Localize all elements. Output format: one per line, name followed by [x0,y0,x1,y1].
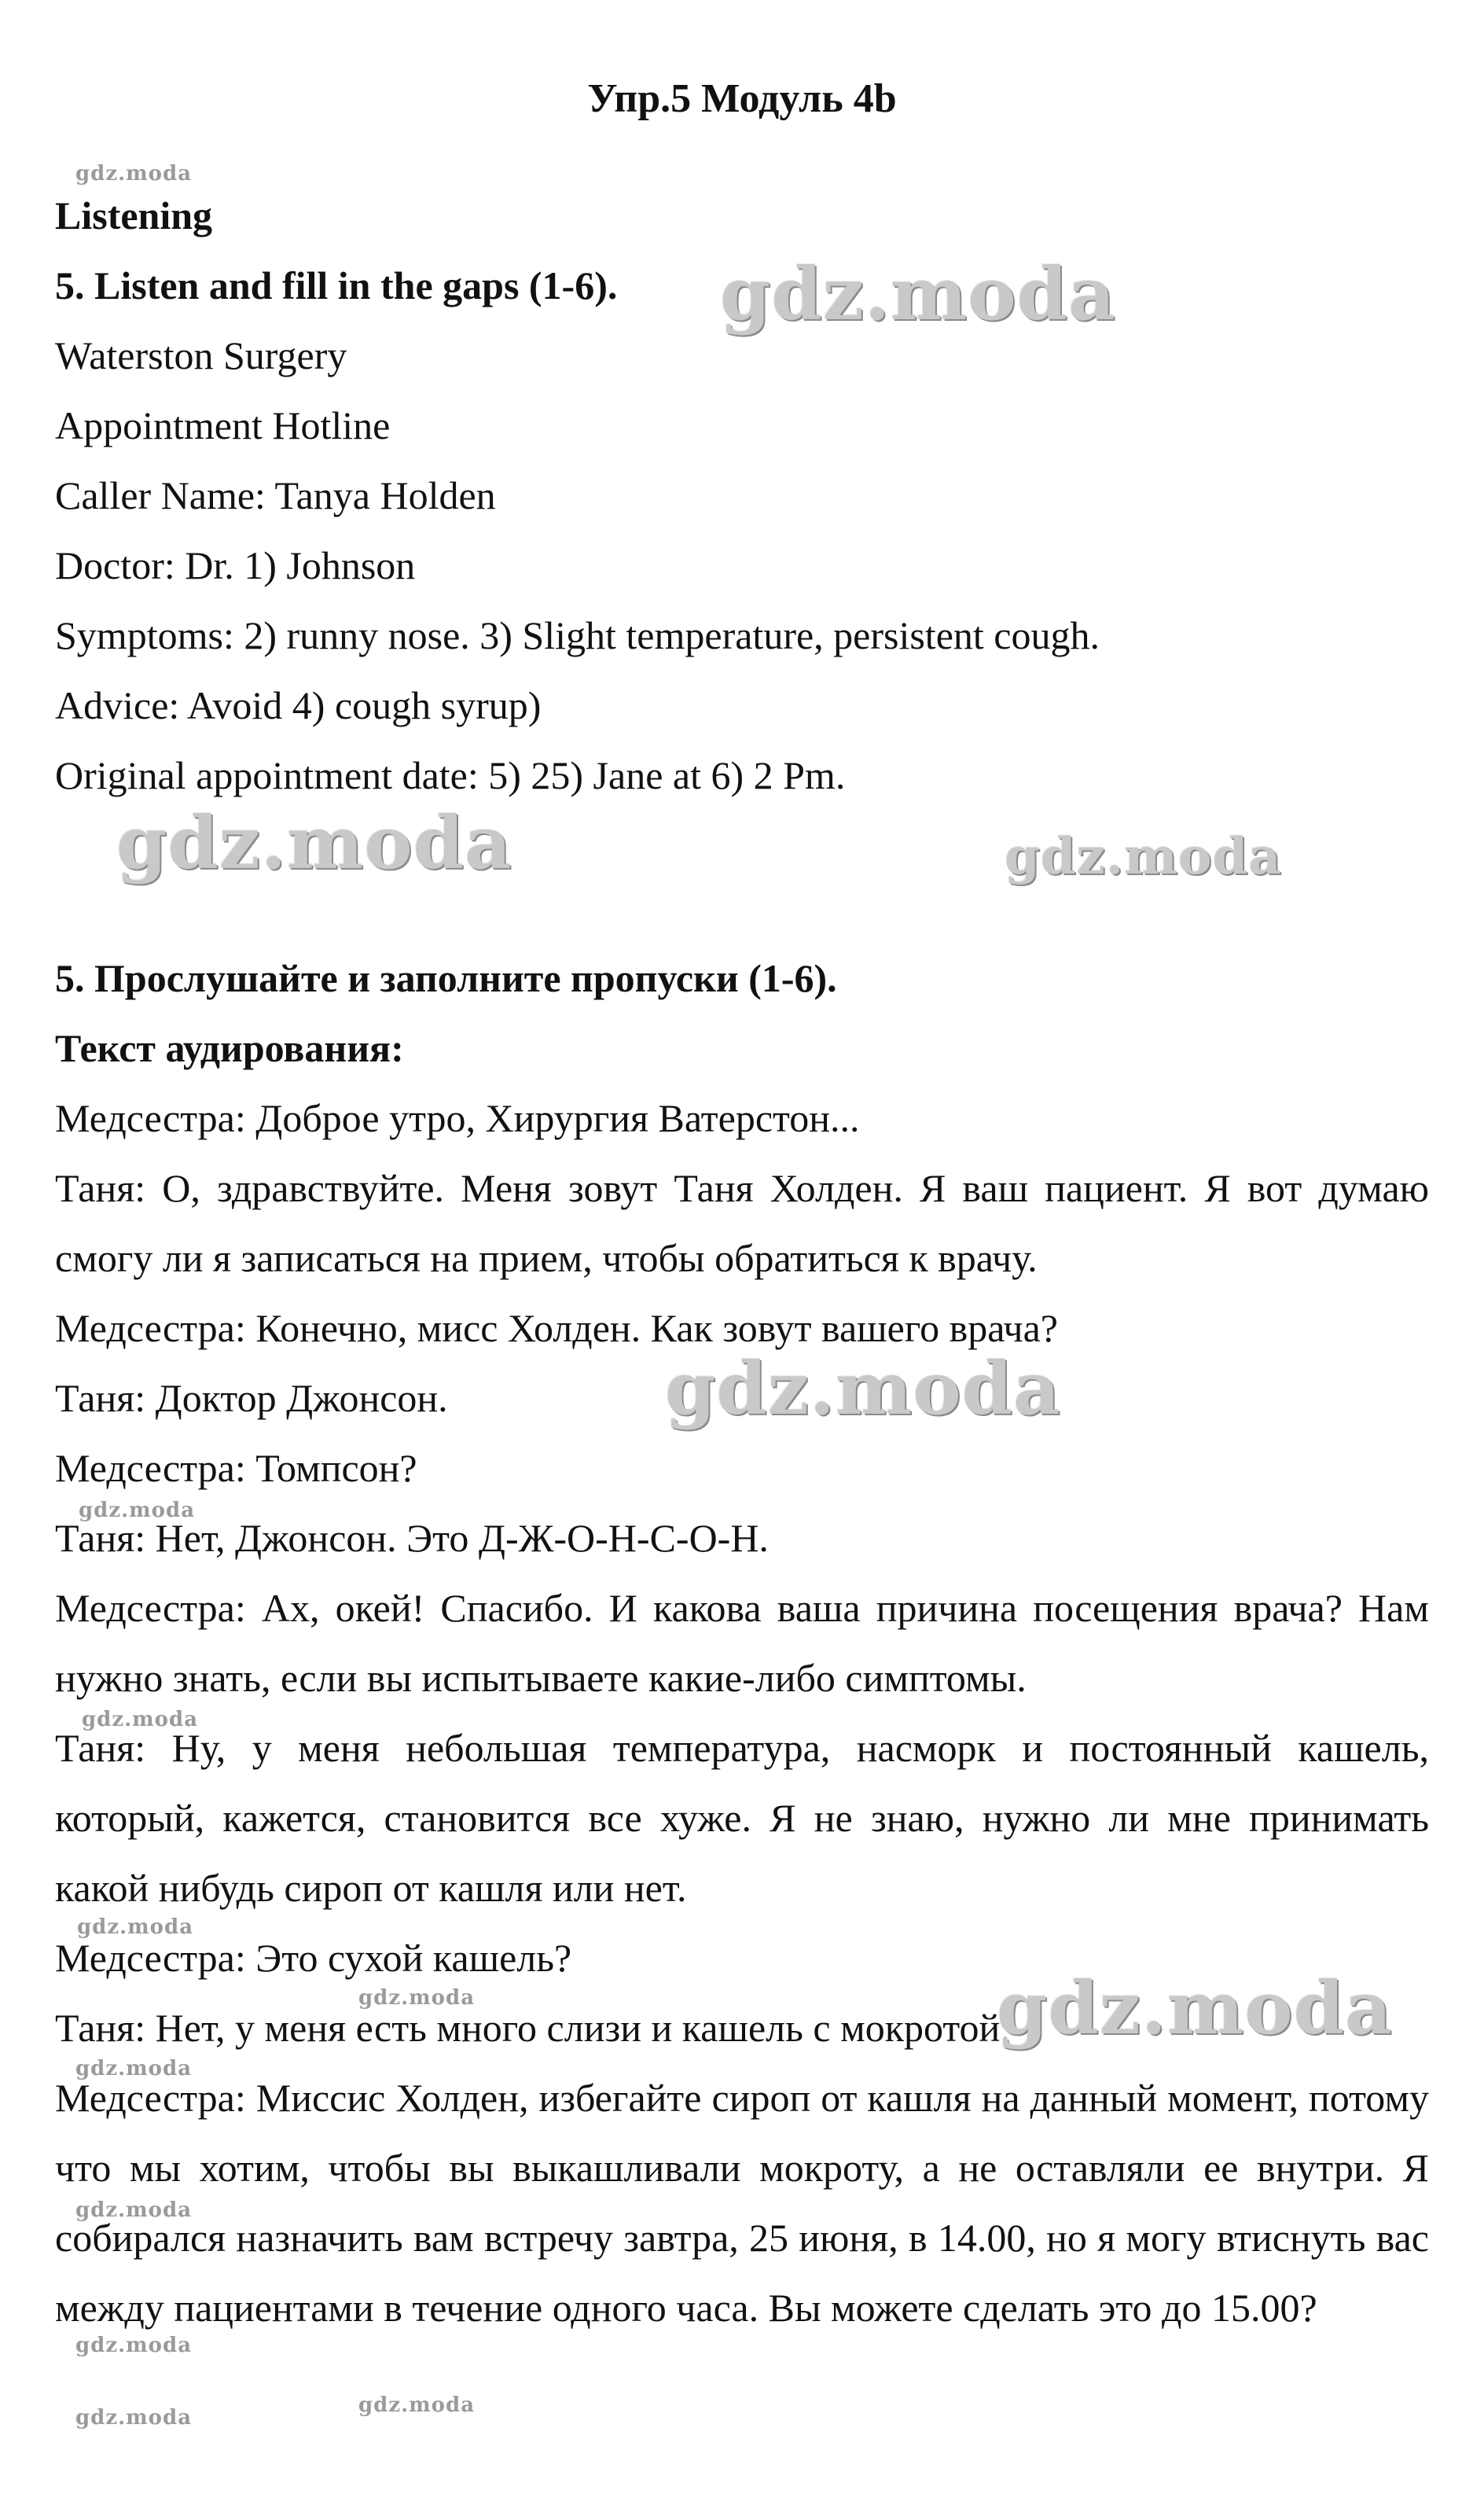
english-section [55,181,1429,811]
watermark: gdz.moda [1005,827,1282,886]
page-title: Упр.5 Модуль 4b [587,76,897,121]
text-line: Symptoms: 2) runny nose. 3) Slight temperature, persistent cough. [55,613,1100,657]
dialogue-line: Медсестра: Это сухой кашель? [55,1936,572,1980]
dialogue-line: Таня: О, здравствуйте. Меня зовут Таня Холден. Я ваш пациент. Я вот думаю смогу ли я записаться на прием, чтобы обратиться к врачу. [55,1166,1429,1280]
watermark: gdz.moda [720,252,1116,337]
dialogue-line: Медсестра: Миссис Холден, избегайте сироп от кашля на данный момент, потому что мы хотим, чтобы вы выкашливали мокроту, а не оставляли ее внутри. Я собирался назначить вам встречу завтра, 25 июня, в 14.00, но я могу втиснуть вас между пациентами в течение одного часа. Вы можете сделать это до 15.00? [55,2076,1429,2330]
watermark: gdz.moda [116,800,512,885]
watermark: gdz.moda [77,1915,194,1939]
watermark: gdz.moda [358,1986,476,2010]
dialogue-line: Таня: Доктор Джонсон. [55,1376,448,1420]
watermark: gdz.moda [75,2406,193,2430]
watermark: gdz.moda [75,162,193,186]
watermark: gdz.moda [82,1708,199,1731]
watermark: gdz.moda [75,2198,193,2222]
watermark: gdz.moda [75,2334,193,2357]
dialogue-line: Медсестра: Конечно, мисс Холден. Как зовут вашего врача? [55,1306,1058,1350]
watermark: gdz.moda [75,2057,193,2080]
dialogue-line: Медсестра: Доброе утро, Хирургия Ватерстон... [55,1096,860,1140]
dialogue-line: Таня: Нет, у меня есть много слизи и кашель с мокротой. [55,2006,1010,2050]
watermark: gdz.moda [79,1499,196,1522]
dialogue-line: Таня: Ну, у меня небольшая температура, насморк и постоянный кашель, который, кажется, становится все хуже. Я не знаю, нужно ли мне принимать какой нибудь сироп от кашля или нет. [55,1726,1429,1910]
watermark: gdz.moda [997,1966,1393,2051]
watermark: gdz.moda [358,2393,476,2417]
text-line: Original appointment date: 5) 25) Jane at 6) 2 Pm. [55,753,846,797]
text-line: Waterston Surgery [55,333,347,377]
section-heading: Listening [55,193,213,237]
text-line: Doctor: Dr. 1) Johnson [55,543,416,587]
dialogue-line: Медсестра: Ах, окей! Спасибо. И какова ваша причина посещения врача? Нам нужно знать, если вы испытываете какие-либо симптомы. [55,1586,1429,1700]
russian-section [55,944,1429,2343]
transcript-heading: Текст аудирования: [55,1026,404,1070]
text-line: Appointment Hotline [55,403,391,447]
dialogue-line: Таня: Нет, Джонсон. Это Д-Ж-О-Н-С-О-Н. [55,1516,769,1560]
watermark: gdz.moda [665,1346,1061,1431]
task-heading-en: 5. Listen and fill in the gaps (1-6). [55,263,618,307]
task-heading-ru: 5. Прослушайте и заполните пропуски (1-6). [55,956,837,1000]
text-line: Advice: Avoid 4) cough syrup) [55,683,542,727]
dialogue-line: Медсестра: Томпсон? [55,1446,417,1490]
text-line: Caller Name: Tanya Holden [55,473,496,517]
